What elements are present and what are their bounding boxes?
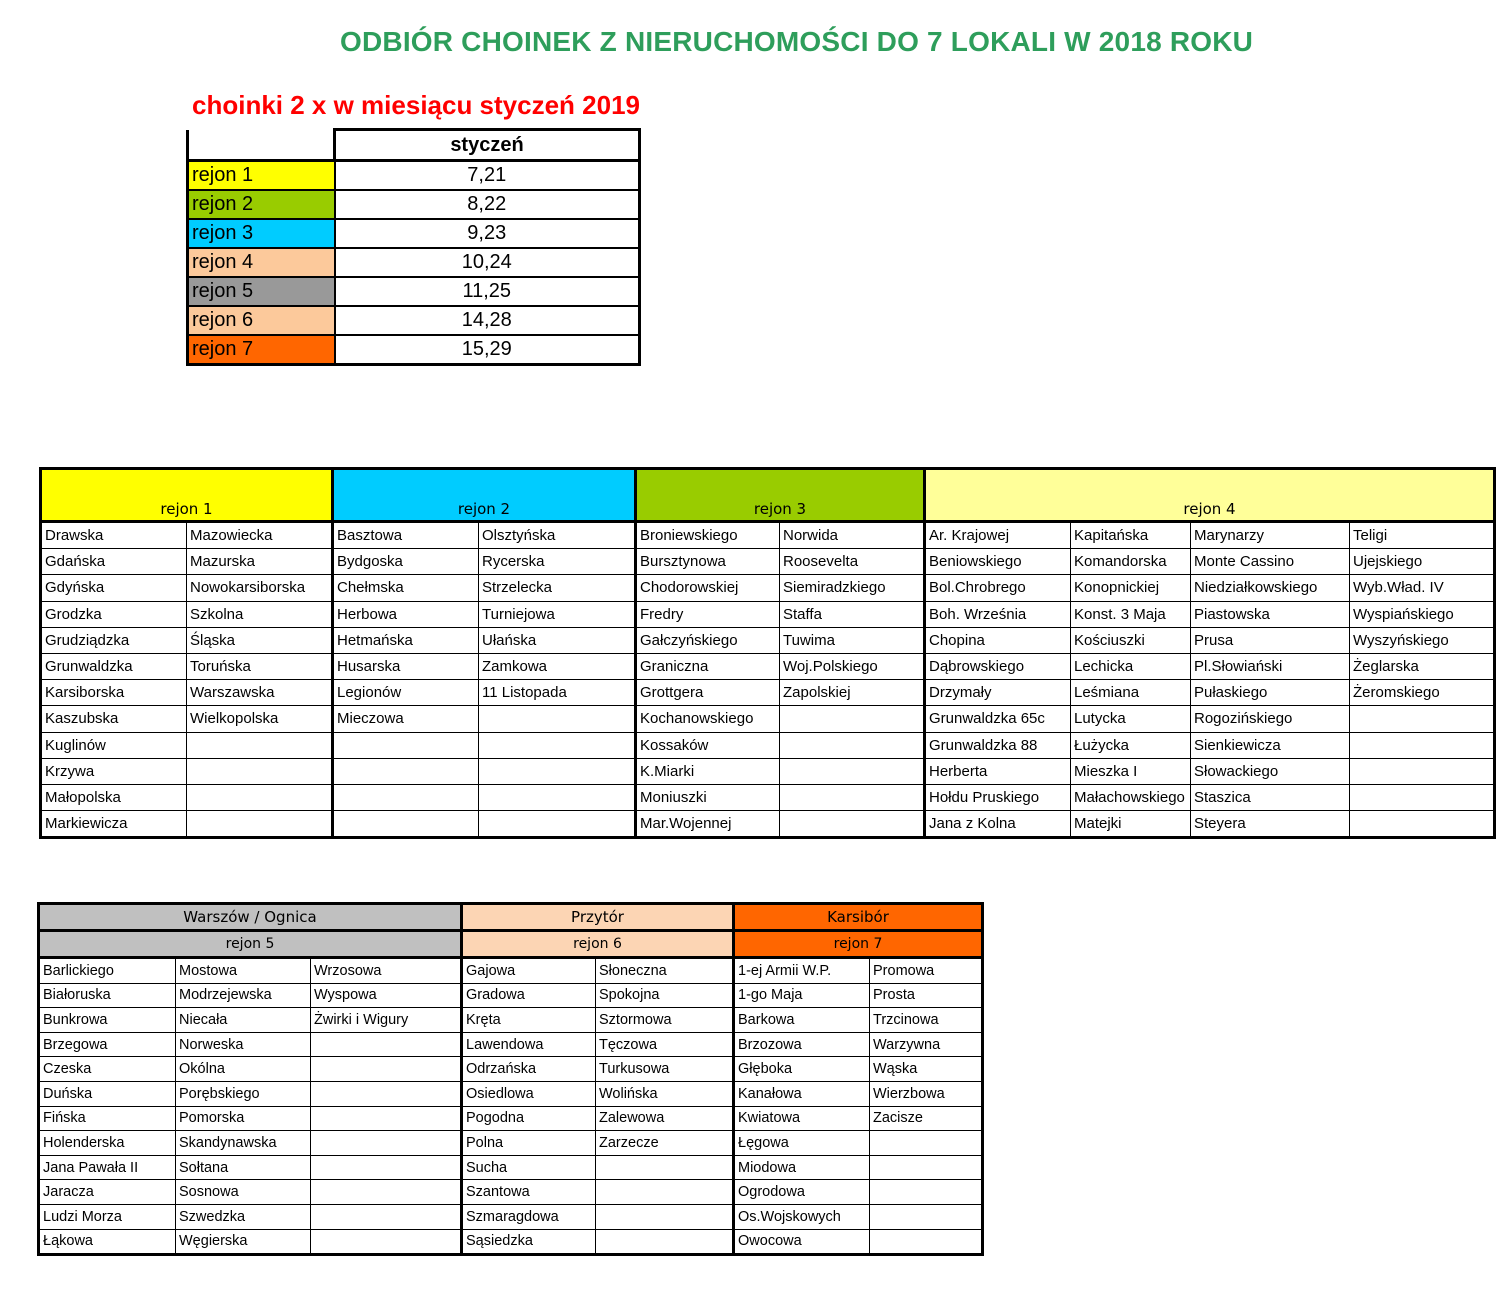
schedule-region-name: rejon 3 [188, 219, 335, 248]
table-row [41, 784, 1495, 810]
street-cell: Wyspiańskiego [1350, 601, 1495, 627]
street-cell [780, 784, 925, 810]
street-cell [311, 1180, 462, 1205]
street-cell [311, 1057, 462, 1082]
street-cell: Norweska [176, 1032, 311, 1057]
street-cell: Mieszka I [1071, 758, 1191, 784]
street-cell: Węgierska [176, 1229, 311, 1255]
schedule-region-dates: 15,29 [335, 335, 640, 365]
street-cell: Roosevelta [780, 549, 925, 575]
street-cell: Sołtana [176, 1155, 311, 1180]
table-row [41, 522, 1495, 549]
schedule-region-name: rejon 2 [188, 190, 335, 219]
street-cell [187, 732, 333, 758]
schedule-row [188, 335, 640, 365]
street-cell: Brzegowa [39, 1032, 176, 1057]
street-cell: Olsztyńska [479, 522, 636, 549]
street-cell [780, 732, 925, 758]
street-cell: Grottgera [636, 680, 780, 706]
street-cell: Bursztynowa [636, 549, 780, 575]
schedule-month-header: styczeń [335, 130, 640, 161]
region-header-rejon-2: rejon 2 [333, 469, 636, 522]
street-cell: Okólna [176, 1057, 311, 1082]
street-cell [333, 732, 479, 758]
table-row [39, 1155, 983, 1180]
table-row [41, 732, 1495, 758]
street-cell [479, 758, 636, 784]
street-cell: Marynarzy [1191, 522, 1350, 549]
street-cell: Hetmańska [333, 627, 479, 653]
street-cell: Sąsiedzka [462, 1229, 596, 1255]
schedule-row [188, 277, 640, 306]
street-cell: Fińska [39, 1106, 176, 1131]
street-cell [1350, 758, 1495, 784]
street-cell: Dąbrowskiego [925, 653, 1071, 679]
street-cell: Łużycka [1071, 732, 1191, 758]
street-cell: Konst. 3 Maja [1071, 601, 1191, 627]
street-cell: Strzelecka [479, 575, 636, 601]
street-cell: Zalewowa [596, 1106, 734, 1131]
street-cell: Skandynawska [176, 1131, 311, 1156]
schedule-region-name: rejon 4 [188, 248, 335, 277]
street-cell: Kochanowskiego [636, 706, 780, 732]
street-cell [780, 758, 925, 784]
page-subtitle: choinki 2 x w miesiącu styczeń 2019 [192, 90, 641, 120]
street-cell: Grunwaldzka [41, 653, 187, 679]
street-cell: Kuglinów [41, 732, 187, 758]
schedule-region-name: rejon 7 [188, 335, 335, 365]
street-cell: Wyb.Wład. IV [1350, 575, 1495, 601]
street-cell [596, 1155, 734, 1180]
street-cell: Pomorska [176, 1106, 311, 1131]
street-cell: Jaracza [39, 1180, 176, 1205]
street-cell [333, 811, 479, 838]
street-cell: Drzymały [925, 680, 1071, 706]
street-cell: Kościuszki [1071, 627, 1191, 653]
street-cell: Łęgowa [734, 1131, 870, 1156]
street-cell: Leśmiana [1071, 680, 1191, 706]
street-cell [311, 1229, 462, 1255]
street-cell [1350, 811, 1495, 838]
street-cell [311, 1081, 462, 1106]
street-cell: Mazurska [187, 549, 333, 575]
schedule-region-name: rejon 5 [188, 277, 335, 306]
street-cell: Woj.Polskiego [780, 653, 925, 679]
street-cell: Turniejowa [479, 601, 636, 627]
street-cell: Rycerska [479, 549, 636, 575]
area-header-warsz-w-ognica: Warszów / Ognica [39, 904, 462, 931]
street-cell: Prosta [870, 983, 983, 1008]
top-regions-header-row [41, 469, 1495, 522]
street-cell: 1-ej Armii W.P. [734, 958, 870, 984]
street-cell: Sztormowa [596, 1008, 734, 1033]
street-cell [311, 1131, 462, 1156]
street-cell: Karsiborska [41, 680, 187, 706]
street-cell: Miodowa [734, 1155, 870, 1180]
street-cell: Turkusowa [596, 1057, 734, 1082]
street-cell: Zacisze [870, 1106, 983, 1131]
table-row [41, 627, 1495, 653]
table-row [39, 1204, 983, 1229]
street-cell: Wyspowa [311, 983, 462, 1008]
street-cell: Barlickiego [39, 958, 176, 984]
street-cell: Barkowa [734, 1008, 870, 1033]
street-cell: Głęboka [734, 1057, 870, 1082]
schedule-region-dates: 7,21 [335, 161, 640, 191]
street-cell: Gdańska [41, 549, 187, 575]
street-cell [333, 784, 479, 810]
street-cell [870, 1229, 983, 1255]
street-cell: Niedziałkowskiego [1191, 575, 1350, 601]
street-cell: Gajowa [462, 958, 596, 984]
street-cell: Warzywna [870, 1032, 983, 1057]
street-cell: Grunwaldzka 65c [925, 706, 1071, 732]
street-cell: Herbowa [333, 601, 479, 627]
street-cell: Duńska [39, 1081, 176, 1106]
table-row [39, 1032, 983, 1057]
street-cell: Matejki [1071, 811, 1191, 838]
region-header-rejon-1: rejon 1 [41, 469, 333, 522]
table-row [39, 1057, 983, 1082]
street-cell: Szwedzka [176, 1204, 311, 1229]
street-cell: Polna [462, 1131, 596, 1156]
street-cell: Lutycka [1071, 706, 1191, 732]
region-header-rejon-5: rejon 5 [39, 931, 462, 958]
street-cell: Gradowa [462, 983, 596, 1008]
street-cell: Wielkopolska [187, 706, 333, 732]
street-cell: Boh. Września [925, 601, 1071, 627]
table-row [41, 811, 1495, 838]
street-cell: Broniewskiego [636, 522, 780, 549]
street-cell: Toruńska [187, 653, 333, 679]
street-cell: Owocowa [734, 1229, 870, 1255]
street-cell [479, 706, 636, 732]
schedule-region-dates: 14,28 [335, 306, 640, 335]
table-row [39, 1081, 983, 1106]
street-cell [187, 758, 333, 784]
schedule-region-dates: 8,22 [335, 190, 640, 219]
bottom-regions-table [37, 902, 984, 1256]
street-cell: Drawska [41, 522, 187, 549]
schedule-row [188, 219, 640, 248]
street-cell: Zarzecze [596, 1131, 734, 1156]
street-cell: Chełmska [333, 575, 479, 601]
street-cell: Niecała [176, 1008, 311, 1033]
street-cell: Konopnickiej [1071, 575, 1191, 601]
street-cell: Ujejskiego [1350, 549, 1495, 575]
street-cell: Chopina [925, 627, 1071, 653]
table-row [39, 958, 983, 984]
street-cell [596, 1229, 734, 1255]
schedule-row [188, 190, 640, 219]
street-cell [479, 732, 636, 758]
street-cell [479, 784, 636, 810]
street-cell: Ludzi Morza [39, 1204, 176, 1229]
street-cell: Bunkrowa [39, 1008, 176, 1033]
street-cell: Pogodna [462, 1106, 596, 1131]
street-cell: Gdyńska [41, 575, 187, 601]
street-cell [596, 1180, 734, 1205]
table-row [41, 758, 1495, 784]
street-cell: Mieczowa [333, 706, 479, 732]
street-cell: Żeromskiego [1350, 680, 1495, 706]
schedule-corner [188, 130, 335, 161]
table-row [39, 1008, 983, 1033]
street-cell: Gałczyńskiego [636, 627, 780, 653]
street-cell: Fredry [636, 601, 780, 627]
street-cell [870, 1155, 983, 1180]
street-cell: Teligi [1350, 522, 1495, 549]
street-cell: Moniuszki [636, 784, 780, 810]
table-row [39, 1180, 983, 1205]
street-cell: Nowokarsiborska [187, 575, 333, 601]
street-cell: Mar.Wojennej [636, 811, 780, 838]
table-row [41, 549, 1495, 575]
street-cell [187, 784, 333, 810]
street-cell: Sosnowa [176, 1180, 311, 1205]
schedule-region-dates: 11,25 [335, 277, 640, 306]
street-cell: Trzcinowa [870, 1008, 983, 1033]
schedule-row [188, 306, 640, 335]
street-cell: Bol.Chrobrego [925, 575, 1071, 601]
street-cell: Wyszyńskiego [1350, 627, 1495, 653]
street-cell: Grodzka [41, 601, 187, 627]
street-cell: Bydgoska [333, 549, 479, 575]
street-cell: Lawendowa [462, 1032, 596, 1057]
bottom-regions-header-row [39, 904, 983, 931]
street-cell: Białoruska [39, 983, 176, 1008]
street-cell: Legionów [333, 680, 479, 706]
schedule-row [188, 161, 640, 191]
street-cell: Pl.Słowiański [1191, 653, 1350, 679]
street-cell: 11 Listopada [479, 680, 636, 706]
street-cell: Mostowa [176, 958, 311, 984]
area-header-karsib-r: Karsibór [734, 904, 983, 931]
street-cell: Mazowiecka [187, 522, 333, 549]
table-row [41, 601, 1495, 627]
street-cell: Zapolskiej [780, 680, 925, 706]
street-cell: Jana z Kolna [925, 811, 1071, 838]
street-cell: Brzozowa [734, 1032, 870, 1057]
schedule-table [186, 128, 641, 366]
region-header-rejon-4: rejon 4 [925, 469, 1495, 522]
street-cell: Osiedlowa [462, 1081, 596, 1106]
street-cell: Lechicka [1071, 653, 1191, 679]
table-row [41, 575, 1495, 601]
street-cell: Piastowska [1191, 601, 1350, 627]
bottom-regions-subheader-row [39, 931, 983, 958]
street-cell: Sienkiewicza [1191, 732, 1350, 758]
street-cell [596, 1204, 734, 1229]
street-cell: Markiewicza [41, 811, 187, 838]
street-cell: Małopolska [41, 784, 187, 810]
street-cell: Kwiatowa [734, 1106, 870, 1131]
street-cell: Basztowa [333, 522, 479, 549]
street-cell: Tęczowa [596, 1032, 734, 1057]
street-cell: Szmaragdowa [462, 1204, 596, 1229]
schedule-region-dates: 10,24 [335, 248, 640, 277]
street-cell: Krzywa [41, 758, 187, 784]
street-cell: Słowackiego [1191, 758, 1350, 784]
street-cell: Żeglarska [1350, 653, 1495, 679]
street-cell: Staffa [780, 601, 925, 627]
street-cell [870, 1131, 983, 1156]
street-cell: Siemiradzkiego [780, 575, 925, 601]
street-cell [1350, 784, 1495, 810]
schedule-region-dates: 9,23 [335, 219, 640, 248]
street-cell: Pułaskiego [1191, 680, 1350, 706]
street-cell: Rogozińskiego [1191, 706, 1350, 732]
region-header-rejon-3: rejon 3 [636, 469, 925, 522]
street-cell [311, 1106, 462, 1131]
street-cell [333, 758, 479, 784]
street-cell: Grudziądzka [41, 627, 187, 653]
region-header-rejon-6: rejon 6 [462, 931, 734, 958]
street-cell [1350, 706, 1495, 732]
street-cell: Hołdu Pruskiego [925, 784, 1071, 810]
street-cell: Chodorowskiej [636, 575, 780, 601]
street-cell: Łąkowa [39, 1229, 176, 1255]
street-cell: Promowa [870, 958, 983, 984]
street-cell: Wąska [870, 1057, 983, 1082]
schedule-region-name: rejon 6 [188, 306, 335, 335]
street-cell: Wolińska [596, 1081, 734, 1106]
street-cell: Modrzejewska [176, 983, 311, 1008]
street-cell: Kaszubska [41, 706, 187, 732]
street-cell [479, 811, 636, 838]
table-row [39, 983, 983, 1008]
street-cell: Kanałowa [734, 1081, 870, 1106]
street-cell: Szantowa [462, 1180, 596, 1205]
street-cell: Porębskiego [176, 1081, 311, 1106]
street-cell: Tuwima [780, 627, 925, 653]
street-cell: Monte Cassino [1191, 549, 1350, 575]
street-cell: Małachowskiego [1071, 784, 1191, 810]
street-cell: Szkolna [187, 601, 333, 627]
street-cell: K.Miarki [636, 758, 780, 784]
table-row [39, 1131, 983, 1156]
street-cell [870, 1180, 983, 1205]
table-row [41, 680, 1495, 706]
street-cell: Norwida [780, 522, 925, 549]
street-cell: Spokojna [596, 983, 734, 1008]
street-cell [780, 706, 925, 732]
schedule-row [188, 248, 640, 277]
street-cell: Słoneczna [596, 958, 734, 984]
page-title: ODBIÓR CHOINEK Z NIERUCHOMOŚCI DO 7 LOKALI W 2018 ROKU [340, 26, 1254, 57]
street-cell: Wrzosowa [311, 958, 462, 984]
street-cell: Herberta [925, 758, 1071, 784]
street-cell: Grunwaldzka 88 [925, 732, 1071, 758]
street-cell: Ar. Krajowej [925, 522, 1071, 549]
street-cell: Komandorska [1071, 549, 1191, 575]
street-cell: 1-go Maja [734, 983, 870, 1008]
street-cell: Holenderska [39, 1131, 176, 1156]
area-header-przyt-r: Przytór [462, 904, 734, 931]
street-cell: Steyera [1191, 811, 1350, 838]
street-cell: Ogrodowa [734, 1180, 870, 1205]
street-cell: Beniowskiego [925, 549, 1071, 575]
street-cell [870, 1204, 983, 1229]
street-cell: Zamkowa [479, 653, 636, 679]
table-row [41, 706, 1495, 732]
street-cell: Odrzańska [462, 1057, 596, 1082]
street-cell: Os.Wojskowych [734, 1204, 870, 1229]
table-row [39, 1106, 983, 1131]
street-cell [311, 1155, 462, 1180]
street-cell: Staszica [1191, 784, 1350, 810]
street-cell [780, 811, 925, 838]
street-cell: Kossaków [636, 732, 780, 758]
street-cell: Sucha [462, 1155, 596, 1180]
street-cell: Husarska [333, 653, 479, 679]
region-header-rejon-7: rejon 7 [734, 931, 983, 958]
street-cell: Śląska [187, 627, 333, 653]
table-row [39, 1229, 983, 1255]
street-cell: Czeska [39, 1057, 176, 1082]
top-regions-table [39, 467, 1496, 839]
street-cell [1350, 732, 1495, 758]
street-cell [187, 811, 333, 838]
street-cell: Kręta [462, 1008, 596, 1033]
street-cell [311, 1204, 462, 1229]
street-cell: Jana Pawała II [39, 1155, 176, 1180]
street-cell: Warszawska [187, 680, 333, 706]
street-cell: Prusa [1191, 627, 1350, 653]
street-cell [311, 1032, 462, 1057]
street-cell: Kapitańska [1071, 522, 1191, 549]
street-cell: Żwirki i Wigury [311, 1008, 462, 1033]
schedule-region-name: rejon 1 [188, 161, 335, 191]
street-cell: Wierzbowa [870, 1081, 983, 1106]
street-cell: Ułańska [479, 627, 636, 653]
street-cell: Graniczna [636, 653, 780, 679]
table-row [41, 653, 1495, 679]
